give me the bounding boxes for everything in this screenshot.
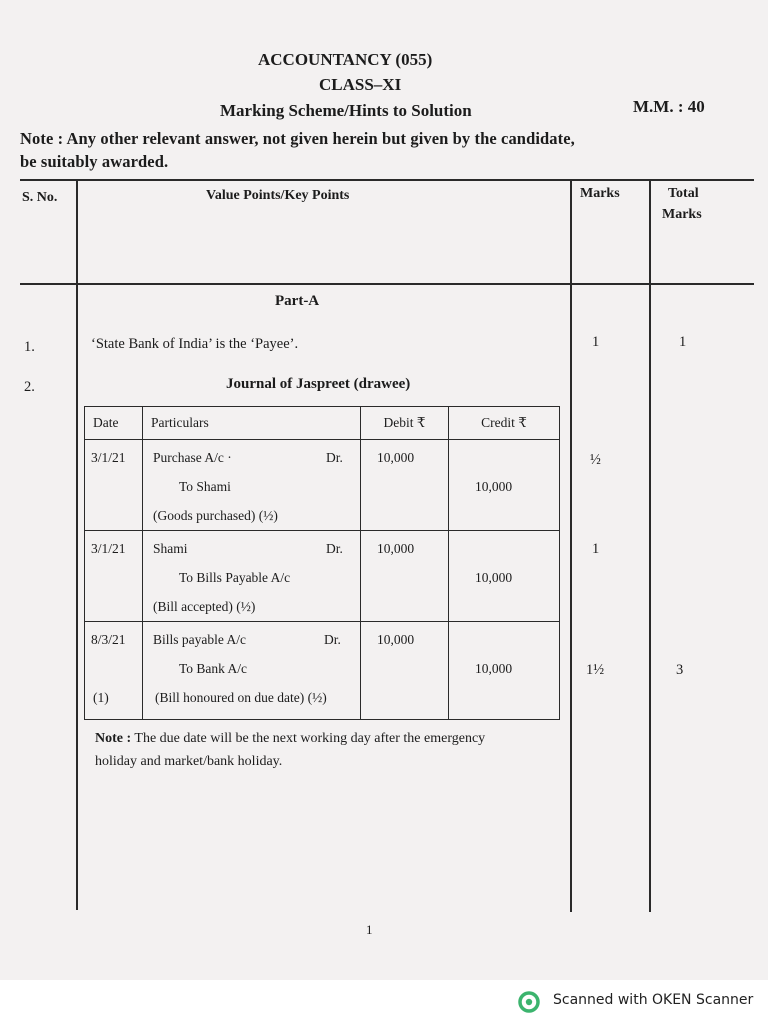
journal-date-header: Date <box>85 407 143 440</box>
question-2-marks-entry-1: ½ <box>590 452 601 468</box>
journal-credit-header: Credit ₹ <box>449 407 560 440</box>
question-2-marks-entry-3: 1½ <box>586 662 605 678</box>
entry-debit-amount: 10,000 <box>377 540 415 556</box>
entry-credit-account: To Bills Payable A/c <box>179 569 291 585</box>
value-points-column-header: Value Points/Key Points <box>206 188 350 203</box>
journal-header-row <box>85 407 560 440</box>
entry-debit-account: Purchase A/c · <box>153 450 232 465</box>
entry-debit-account: Shami <box>153 540 188 556</box>
oken-scanner-logo-icon <box>518 991 540 1013</box>
entry-date: 3/1/21 <box>91 540 126 556</box>
total-column-rule <box>649 180 651 912</box>
journal-note-line-2: holiday and market/bank holiday. <box>95 754 283 769</box>
part-a-label: Part-A <box>275 293 320 309</box>
journal-table <box>84 406 560 720</box>
sno-column-header: S. No. <box>22 190 58 205</box>
journal-entry-row <box>85 621 560 719</box>
entry-date: 3/1/21 <box>91 450 126 465</box>
table-top-rule <box>20 179 754 181</box>
scheme-title: Marking Scheme/Hints to Solution <box>220 101 472 120</box>
marks-column-rule <box>570 180 572 912</box>
marks-column-header: Marks <box>580 186 620 201</box>
question-1-total: 1 <box>679 334 687 350</box>
question-2-number: 2. <box>24 379 35 395</box>
entry-narration: (Goods purchased) (½) <box>153 508 278 523</box>
total-marks-header-line-2: Marks <box>662 207 702 222</box>
max-marks: M.M. : 40 <box>633 97 705 116</box>
question-1-number: 1. <box>24 339 35 355</box>
note-line-1: Note : Any other relevant answer, not given herein but given by the candidate, <box>20 129 575 148</box>
entry-credit-amount: 10,000 <box>475 569 513 585</box>
page-number: 1 <box>366 922 373 937</box>
entry-credit-account: To Bank A/c <box>179 660 248 676</box>
total-marks-header-line-1: Total <box>668 186 699 201</box>
entry-dr-marker: Dr. <box>324 631 341 647</box>
entry-dr-marker: Dr. <box>326 540 343 556</box>
question-1-marks: 1 <box>592 334 600 350</box>
entry-debit-amount: 10,000 <box>377 450 415 465</box>
journal-note <box>95 731 485 747</box>
entry-credit-account: To Shami <box>179 479 231 494</box>
journal-entry-row <box>85 530 560 621</box>
entry-debit-amount: 10,000 <box>377 631 415 647</box>
entry-credit-amount: 10,000 <box>475 479 513 494</box>
subject-heading: ACCOUNTANCY (055) <box>258 50 433 69</box>
question-1-answer: ‘State Bank of India’ is the ‘Payee’. <box>91 336 299 352</box>
entry-narration: (Bill accepted) (½) <box>153 598 256 614</box>
journal-particulars-header: Particulars <box>143 407 361 440</box>
entry-date: 8/3/21 <box>91 631 126 647</box>
journal-note-line-1: The due date will be the next working day after the emergency <box>134 731 486 746</box>
question-2-marks-entry-2: 1 <box>592 541 600 557</box>
entry-credit-amount: 10,000 <box>475 660 513 676</box>
entry-dr-marker: Dr. <box>326 450 343 465</box>
entry-extra-mark: (1) <box>93 689 109 705</box>
sno-column-rule <box>76 180 78 910</box>
class-heading: CLASS–XI <box>319 75 402 94</box>
header-bottom-rule <box>20 283 754 285</box>
question-2-total: 3 <box>676 662 684 678</box>
journal-title: Journal of Jaspreet (drawee) <box>226 376 411 392</box>
entry-debit-account: Bills payable A/c <box>153 631 246 647</box>
note-line-2: be suitably awarded. <box>20 152 169 171</box>
scanner-watermark-text: Scanned with OKEN Scanner <box>553 992 754 1008</box>
journal-note-label: Note : <box>95 731 132 746</box>
entry-narration: (Bill honoured on due date) (½) <box>155 689 327 705</box>
journal-debit-header: Debit ₹ <box>361 407 449 440</box>
journal-entry-row <box>85 440 560 531</box>
